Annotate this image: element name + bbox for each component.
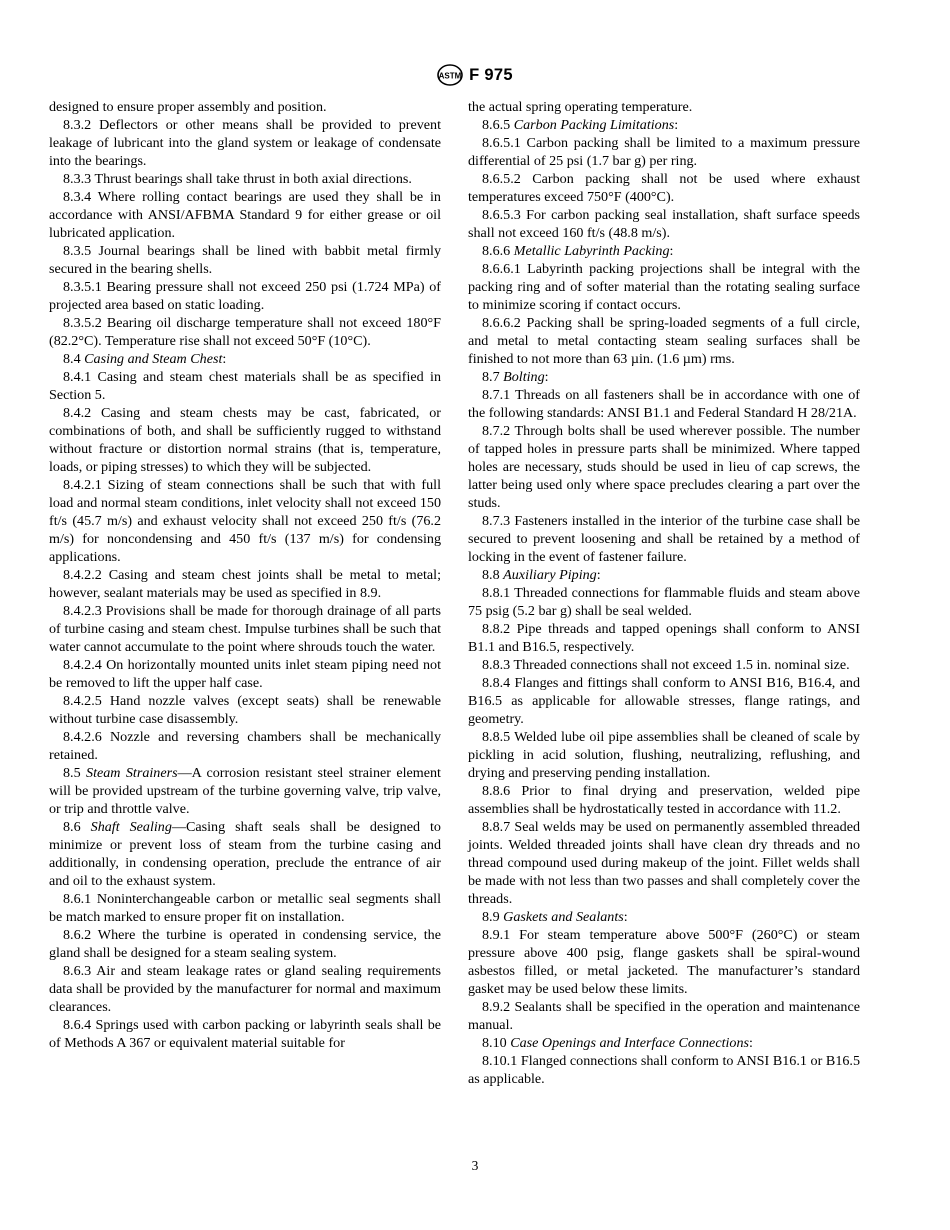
paragraph bbox=[49, 764, 441, 818]
paragraph-text: Noninterchangeable carbon or metallic seal segments shall be match marked to ensure proper fit on installation. bbox=[49, 890, 441, 925]
paragraph bbox=[468, 1052, 860, 1088]
paragraph bbox=[49, 728, 441, 764]
section-number: 8.9.1 bbox=[482, 926, 511, 943]
right-column bbox=[468, 98, 860, 1088]
paragraph bbox=[468, 926, 860, 998]
paragraph bbox=[49, 188, 441, 242]
paragraph-text: Welded lube oil pipe assemblies shall be cleaned of scale by pickling in acid solution, flushing, neutralizing, reflushing, and drying and preserving pending installation. bbox=[468, 728, 860, 781]
paragraph bbox=[49, 368, 441, 404]
paragraph bbox=[49, 890, 441, 926]
paragraph-text: : bbox=[669, 242, 674, 259]
section-title: Casing and Steam Chest bbox=[84, 350, 223, 367]
paragraph-text: Nozzle and reversing chambers shall be mechanically retained. bbox=[49, 728, 441, 763]
section-number: 8.5 bbox=[63, 764, 81, 781]
paragraph-text: Fasteners installed in the interior of the turbine case shall be secured to prevent loosening and shall be retained by a method of locking in the event of fastener failure. bbox=[468, 512, 860, 565]
section-number: 8.6.6.1 bbox=[482, 260, 521, 277]
section-number: 8.8.3 bbox=[482, 656, 511, 673]
paragraph-text: Deflectors or other means shall be provided to prevent leakage of lubricant into the gland system or leakage of condensate into the bearings. bbox=[49, 116, 442, 169]
paragraph-text: : bbox=[544, 368, 549, 385]
section-number: 8.8 bbox=[482, 566, 500, 583]
section-title: Metallic Labyrinth Packing bbox=[513, 242, 670, 259]
paragraph bbox=[468, 674, 860, 728]
svg-text:ASTM: ASTM bbox=[438, 71, 462, 81]
paragraph-text: designed to ensure proper assembly and position. bbox=[49, 98, 327, 115]
paragraph-text: Springs used with carbon packing or labyrinth seals shall be of Methods A 367 or equivalent material suitable for bbox=[49, 1016, 441, 1051]
paragraph-text: Carbon packing shall not be used where exhaust temperatures exceed 750°F (400°C). bbox=[468, 170, 860, 205]
section-number: 8.8.4 bbox=[482, 674, 511, 691]
section-number: 8.4.2.2 bbox=[63, 566, 102, 583]
paragraph bbox=[49, 476, 441, 566]
section-title: Case Openings and Interface Connections bbox=[510, 1034, 749, 1051]
paragraph-text: For steam temperature above 500°F (260°C) or steam pressure above 400 psig, flange gaskets shall be spiral-wound asbestos filled, or metal jacketed. The manufacturer’s standard gasket may be used below these limits. bbox=[468, 926, 860, 997]
paragraph-text: —Casing shaft seals shall be designed to minimize or prevent loss of steam from the turbine casing and additionally, in condensing operation, preclude the entrance of air and oil to the exhaust system. bbox=[49, 818, 441, 889]
section-number: 8.6.5 bbox=[482, 116, 511, 133]
paragraph bbox=[49, 116, 441, 170]
paragraph bbox=[468, 1034, 860, 1052]
paragraph-text: Air and steam leakage rates or gland sealing requirements data shall be provided by the manufacturer for normal and maximum clearances. bbox=[49, 962, 441, 1015]
section-number: 8.4 bbox=[63, 350, 81, 367]
paragraph bbox=[49, 926, 441, 962]
paragraph-text: Bearing pressure shall not exceed 250 psi (1.724 MPa) of projected area based on static loading. bbox=[49, 278, 441, 313]
paragraph bbox=[468, 134, 860, 170]
astm-logo-icon bbox=[437, 64, 463, 86]
section-number: 8.6.6.2 bbox=[482, 314, 521, 331]
paragraph bbox=[468, 314, 860, 368]
section-number: 8.9.2 bbox=[482, 998, 511, 1015]
section-title: Bolting bbox=[503, 368, 545, 385]
paragraph bbox=[49, 350, 441, 368]
paragraph-text: Through bolts shall be used wherever possible. The number of tapped holes in pressure parts shall be minimized. Where tapped holes are necessary, studs should be used in lieu of cap screws, the latter being used only where space precludes clearing a part over the studs. bbox=[468, 422, 860, 511]
paragraph-text: Bearing oil discharge temperature shall not exceed 180°F (82.2°C). Temperature rise shall not exceed 50°F (10°C). bbox=[49, 314, 441, 349]
paragraph-text: : bbox=[222, 350, 227, 367]
paragraph bbox=[49, 98, 441, 116]
section-number: 8.6.5.1 bbox=[482, 134, 521, 151]
section-title: Carbon Packing Limitations bbox=[513, 116, 675, 133]
paragraph-text: : bbox=[623, 908, 628, 925]
section-number: 8.6.6 bbox=[482, 242, 511, 259]
paragraph bbox=[468, 818, 860, 908]
section-number: 8.6.2 bbox=[63, 926, 92, 943]
paragraph-text: —A corrosion resistant steel strainer element will be provided upstream of the turbine governing valve, trip valve, or trip and throttle valve. bbox=[49, 764, 441, 817]
page-header bbox=[0, 64, 950, 86]
paragraph-text: Casing and steam chest joints shall be metal to metal; however, sealant materials may be used as specified in 8.9. bbox=[49, 566, 441, 601]
paragraph bbox=[468, 656, 860, 674]
section-number: 8.4.2.4 bbox=[63, 656, 102, 673]
paragraph-text: Threaded connections shall not exceed 1.5 in. nominal size. bbox=[513, 656, 850, 673]
section-number: 8.3.5.1 bbox=[63, 278, 102, 295]
standard-designation: F 975 bbox=[469, 65, 513, 84]
paragraph-text: Prior to final drying and preservation, welded pipe assemblies shall be hydrostatically tested in accordance with 11.2. bbox=[468, 782, 860, 817]
paragraph-text: : bbox=[596, 566, 601, 583]
section-number: 8.10.1 bbox=[482, 1052, 518, 1069]
section-number: 8.8.6 bbox=[482, 782, 511, 799]
paragraph-text: Where the turbine is operated in condensing service, the gland shall be designed for a steam sealing system. bbox=[49, 926, 441, 961]
section-number: 8.6.4 bbox=[63, 1016, 92, 1033]
paragraph bbox=[49, 170, 441, 188]
section-number: 8.9 bbox=[482, 908, 500, 925]
left-column bbox=[49, 98, 441, 1052]
paragraph bbox=[49, 818, 441, 890]
paragraph bbox=[468, 620, 860, 656]
paragraph-text: Flanged connections shall conform to ANSI B16.1 or B16.5 as applicable. bbox=[468, 1052, 860, 1087]
paragraph-text: Thrust bearings shall take thrust in both axial directions. bbox=[94, 170, 412, 187]
section-number: 8.4.2.3 bbox=[63, 602, 102, 619]
paragraph-text: Hand nozzle valves (except seats) shall be renewable without turbine case disassembly. bbox=[49, 692, 441, 727]
paragraph bbox=[468, 170, 860, 206]
section-number: 8.3.5 bbox=[63, 242, 92, 259]
paragraph bbox=[49, 242, 441, 278]
section-number: 8.7.2 bbox=[482, 422, 511, 439]
paragraph bbox=[49, 656, 441, 692]
paragraph-text: Seal welds may be used on permanently assembled threaded joints. Welded threaded joints shall have clean dry threads and no thread compound used during makeup of the joint. Fillet welds shall be made with not less than two passes and shall completely cover the threads. bbox=[468, 818, 860, 907]
paragraph bbox=[468, 584, 860, 620]
paragraph bbox=[468, 242, 860, 260]
section-number: 8.6.5.2 bbox=[482, 170, 521, 187]
paragraph bbox=[49, 692, 441, 728]
section-number: 8.3.4 bbox=[63, 188, 92, 205]
paragraph-text: Journal bearings shall be lined with babbit metal firmly secured in the bearing shells. bbox=[49, 242, 441, 277]
section-number: 8.6.1 bbox=[63, 890, 92, 907]
paragraph-text: Pipe threads and tapped openings shall conform to ANSI B1.1 and B16.5, respectively. bbox=[468, 620, 861, 655]
paragraph-text: Threads on all fasteners shall be in accordance with one of the following standards: ANSI B1.1 and Federal Standard H 28/21A. bbox=[468, 386, 860, 421]
paragraph-text: Flanges and fittings shall conform to ANSI B16, B16.4, and B16.5 as applicable for allowable stresses, flange ratings, and geometry. bbox=[468, 674, 860, 727]
paragraph bbox=[468, 782, 860, 818]
paragraph bbox=[468, 566, 860, 584]
section-number: 8.6.5.3 bbox=[482, 206, 521, 223]
section-number: 8.3.3 bbox=[63, 170, 92, 187]
paragraph bbox=[468, 728, 860, 782]
section-number: 8.4.2.6 bbox=[63, 728, 102, 745]
section-number: 8.4.2 bbox=[63, 404, 92, 421]
section-title: Shaft Sealing bbox=[90, 818, 172, 835]
paragraph bbox=[49, 566, 441, 602]
paragraph bbox=[468, 998, 860, 1034]
section-number: 8.6.3 bbox=[63, 962, 92, 979]
section-number: 8.4.2.1 bbox=[63, 476, 102, 493]
paragraph-text: Labyrinth packing projections shall be integral with the packing ring and of softer material than the rotating sealing surface to minimize scoring if contact occurs. bbox=[468, 260, 860, 313]
paragraph bbox=[468, 512, 860, 566]
section-number: 8.3.2 bbox=[63, 116, 92, 133]
paragraph bbox=[468, 908, 860, 926]
paragraph-text: For carbon packing seal installation, shaft surface speeds shall not exceed 160 ft/s (48.8 m/s). bbox=[468, 206, 860, 241]
section-number: 8.4.2.5 bbox=[63, 692, 102, 709]
section-title: Steam Strainers bbox=[86, 764, 178, 781]
section-number: 8.7.1 bbox=[482, 386, 511, 403]
paragraph bbox=[468, 422, 860, 512]
section-title: Auxiliary Piping bbox=[503, 566, 597, 583]
section-number: 8.3.5.2 bbox=[63, 314, 102, 331]
section-number: 8.8.7 bbox=[482, 818, 511, 835]
section-title: Gaskets and Sealants bbox=[503, 908, 624, 925]
paragraph bbox=[468, 116, 860, 134]
paragraph bbox=[468, 260, 860, 314]
paragraph-text: Sizing of steam connections shall be such that with full load and normal steam conditions, inlet velocity shall not exceed 150 ft/s (45.7 m/s) and exhaust velocity shall not exceed 250 ft/s (76.2 m/s) for noncondensing and 450 ft/s (137 m/s) for condensing applications. bbox=[49, 476, 441, 565]
paragraph bbox=[468, 386, 860, 422]
paragraph bbox=[49, 1016, 441, 1052]
paragraph-text: Casing and steam chest materials shall be as specified in Section 5. bbox=[49, 368, 441, 403]
page-number: 3 bbox=[471, 1158, 479, 1173]
section-number: 8.6 bbox=[63, 818, 81, 835]
paragraph-text: Threaded connections for flammable fluids and steam above 75 psig (5.2 bar g) shall be seal welded. bbox=[468, 584, 860, 619]
section-number: 8.10 bbox=[482, 1034, 507, 1051]
section-number: 8.8.2 bbox=[482, 620, 511, 637]
section-number: 8.4.1 bbox=[63, 368, 92, 385]
paragraph bbox=[49, 404, 441, 476]
section-number: 8.7.3 bbox=[482, 512, 511, 529]
paragraph-text: the actual spring operating temperature. bbox=[468, 98, 693, 115]
paragraph bbox=[468, 368, 860, 386]
paragraph bbox=[468, 206, 860, 242]
paragraph-text: Where rolling contact bearings are used they shall be in accordance with ANSI/AFBMA Standard 9 for either grease or oil lubricated application. bbox=[49, 188, 441, 241]
paragraph-text: Casing and steam chests may be cast, fabricated, or combinations of both, and shall be sufficiently rugged to withstand without fracture or distortion normal strains (that is, temperature, loads, or piping stresses) to which they will be subjected. bbox=[49, 404, 441, 475]
paragraph bbox=[49, 962, 441, 1016]
paragraph-text: Carbon packing shall be limited to a maximum pressure differential of 25 psi (1.7 bar g) per ring. bbox=[468, 134, 860, 169]
section-number: 8.8.1 bbox=[482, 584, 511, 601]
paragraph-text: : bbox=[674, 116, 679, 133]
paragraph-text: Sealants shall be specified in the operation and maintenance manual. bbox=[468, 998, 860, 1033]
section-number: 8.8.5 bbox=[482, 728, 511, 745]
paragraph bbox=[468, 98, 860, 116]
paragraph-text: Packing shall be spring-loaded segments of a full circle, and metal to metal contacting steam sealing surfaces shall be finished to not more than 63 µin. (1.6 µm) rms. bbox=[468, 314, 860, 367]
paragraph bbox=[49, 314, 441, 350]
paragraph-text: : bbox=[748, 1034, 753, 1051]
paragraph bbox=[49, 278, 441, 314]
section-number: 8.7 bbox=[482, 368, 500, 385]
paragraph-text: Provisions shall be made for thorough drainage of all parts of turbine casing and steam chest. Impulse turbines shall be such that water cannot accumulate to the point where shrouds touch the water. bbox=[49, 602, 441, 655]
paragraph-text: On horizontally mounted units inlet steam piping need not be removed to lift the upper half case. bbox=[49, 656, 441, 691]
paragraph bbox=[49, 602, 441, 656]
